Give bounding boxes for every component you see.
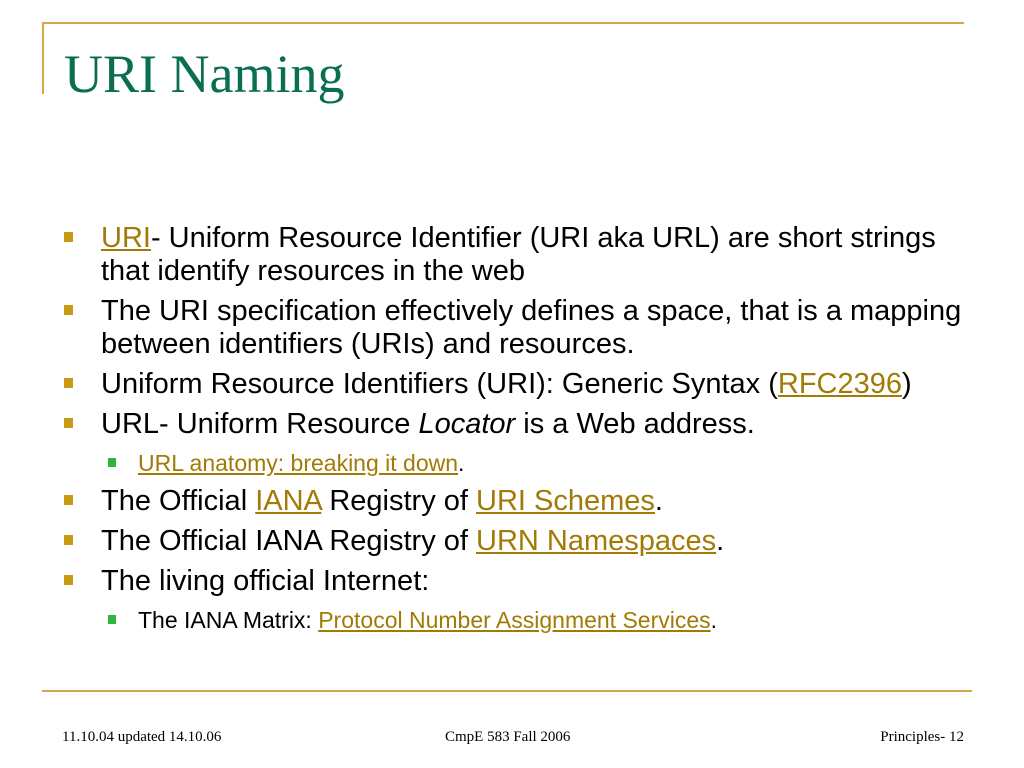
iana-mid: Registry of — [321, 485, 477, 517]
square-bullet-icon — [64, 305, 73, 315]
frame-vertical-rule — [42, 22, 44, 94]
bullet-list — [62, 222, 962, 634]
generic-syntax-text: Uniform Resource Identifiers (URI): Generic Syntax ( — [101, 368, 778, 400]
living-internet-text: The living official Internet: — [101, 565, 430, 597]
list-item-url — [62, 408, 962, 441]
square-bullet-icon — [108, 615, 116, 624]
square-bullet-icon — [64, 495, 73, 505]
footer-date: 11.10.04 updated 14.10.06 — [62, 729, 222, 745]
square-bullet-icon — [64, 418, 73, 428]
urn-prefix: The Official IANA Registry of — [101, 525, 476, 557]
square-bullet-icon — [64, 535, 73, 545]
url-suffix: is a Web address. — [515, 408, 755, 440]
urn-namespaces-link[interactable]: URN Namespaces — [476, 525, 717, 557]
iana-link[interactable]: IANA — [255, 485, 322, 517]
square-bullet-icon — [64, 575, 73, 585]
list-item-living-internet — [62, 565, 962, 598]
iana-period: . — [654, 485, 663, 517]
matrix-prefix: The IANA Matrix: — [138, 607, 319, 633]
uri-description: - Uniform Resource Identifier (URI aka URL) are short strings that identify resources in the web — [101, 222, 936, 287]
generic-syntax-close: ) — [902, 368, 912, 400]
urn-period: . — [716, 525, 725, 557]
list-item-spec — [62, 295, 962, 361]
url-anatomy-link[interactable]: URL anatomy: breaking it down — [138, 450, 459, 476]
rfc2396-link[interactable]: RFC2396 — [777, 368, 902, 400]
frame-top-rule — [42, 22, 964, 24]
list-subitem-anatomy — [62, 449, 962, 477]
square-bullet-icon — [64, 232, 73, 242]
footer-slide-number: Principles- 12 — [880, 729, 964, 745]
url-prefix: URL- Uniform Resource — [101, 408, 419, 440]
list-item-iana-uri-schemes — [62, 485, 962, 518]
footer-rule — [42, 690, 972, 692]
matrix-period: . — [710, 607, 718, 633]
square-bullet-icon — [108, 458, 116, 467]
footer-course: CmpE 583 Fall 2006 — [445, 729, 571, 745]
list-item-uri — [62, 222, 962, 288]
iana-prefix: The Official — [101, 485, 256, 517]
list-item-urn-namespaces — [62, 525, 962, 558]
protocol-number-assignment-link[interactable]: Protocol Number Assignment Services — [318, 607, 711, 633]
square-bullet-icon — [64, 378, 73, 388]
anatomy-period: . — [458, 450, 465, 476]
slide-title: URI Naming — [64, 44, 345, 104]
url-locator-emphasis: Locator — [418, 408, 516, 440]
list-subitem-iana-matrix — [62, 606, 962, 634]
uri-schemes-link[interactable]: URI Schemes — [476, 485, 655, 517]
uri-link[interactable]: URI — [101, 222, 151, 254]
spec-text: The URI specification effectively defines a space, that is a mapping between identifiers (URIs) and resources. — [101, 295, 962, 360]
list-item-generic-syntax — [62, 368, 962, 401]
